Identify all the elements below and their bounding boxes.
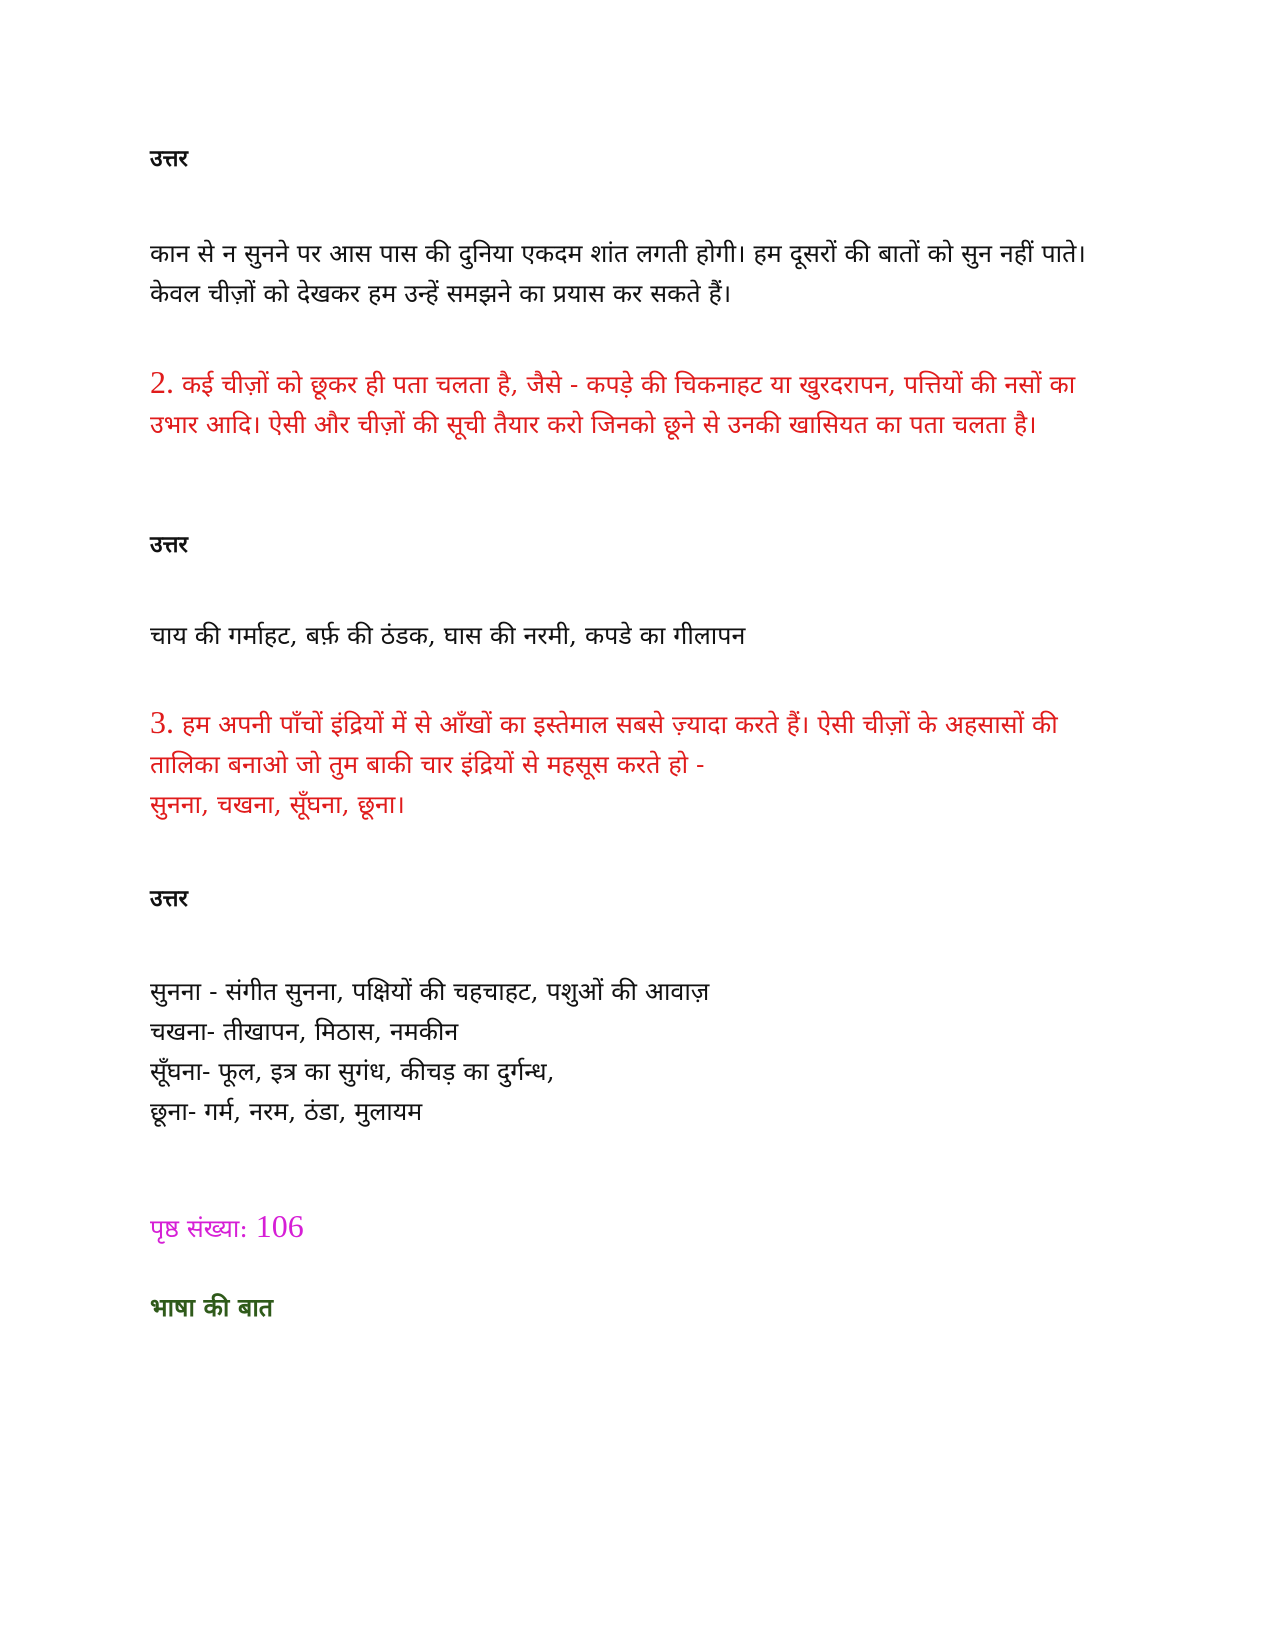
answer-label-2: उत्तर [150, 531, 188, 558]
answer-label-1: उत्तर [150, 145, 188, 172]
section-heading: भाषा की बात [150, 1293, 274, 1322]
question-3-text: हम अपनी पाँचों इंद्रियों में से आँखों का इस्तेमाल सबसे ज़्यादा करते हैं। ऐसी चीज़ों के अहसासों की तालिका बनाओ जो तुम बाकी चार इंद्रियों से महसूस करते हो - [150, 710, 1058, 779]
question-3-line-2: सुनना, चखना, सूँघना, छूना। [150, 790, 405, 819]
answer-3-line-tasting: चखना- तीखापन, मिठास, नमकीन [150, 1017, 459, 1046]
question-3-number: 3. [150, 704, 174, 740]
answer-3-line-touching: छूना- गर्म, नरम, ठंडा, मुलायम [150, 1097, 423, 1126]
page-number [150, 1206, 304, 1249]
question-2-text: कई चीज़ों को छूकर ही पता चलता है, जैसे - कपड़े की चिकनाहट या खुरदरापन, पत्तियों की नसों का उभार आदि। ऐसी और चीज़ों की सूची तैयार करो जिनको छूने से उनकी खासियत का पता चलता है। [150, 370, 1076, 439]
answer-label-3: उत्तर [150, 885, 188, 912]
question-2-number: 2. [150, 364, 174, 400]
answer-3-list [150, 972, 1130, 1132]
question-3 [150, 702, 1130, 825]
answer-2-text: चाय की गर्माहट, बर्फ़ की ठंडक, घास की नरमी, कपडे का गीलापन [150, 621, 746, 650]
answer-3-line-smelling: सूँघना- फूल, इत्र का सुगंध, कीचड़ का दुर्गन्ध, [150, 1057, 555, 1086]
question-2 [150, 362, 1130, 445]
answer-3-line-hearing: सुनना - संगीत सुनना, पक्षियों की चहचाहट, पशुओं की आवाज़ [150, 977, 710, 1006]
page-number-label: पृष्ठ संख्या: [150, 1214, 248, 1243]
page-number-value: 106 [255, 1208, 304, 1244]
answer-1-text: कान से न सुनने पर आस पास की दुनिया एकदम शांत लगती होगी। हम दूसरों की बातों को सुन नहीं पाते। केवल चीज़ों को देखकर हम उन्हें समझने का प्रयास कर सकते हैं। [150, 239, 1086, 308]
